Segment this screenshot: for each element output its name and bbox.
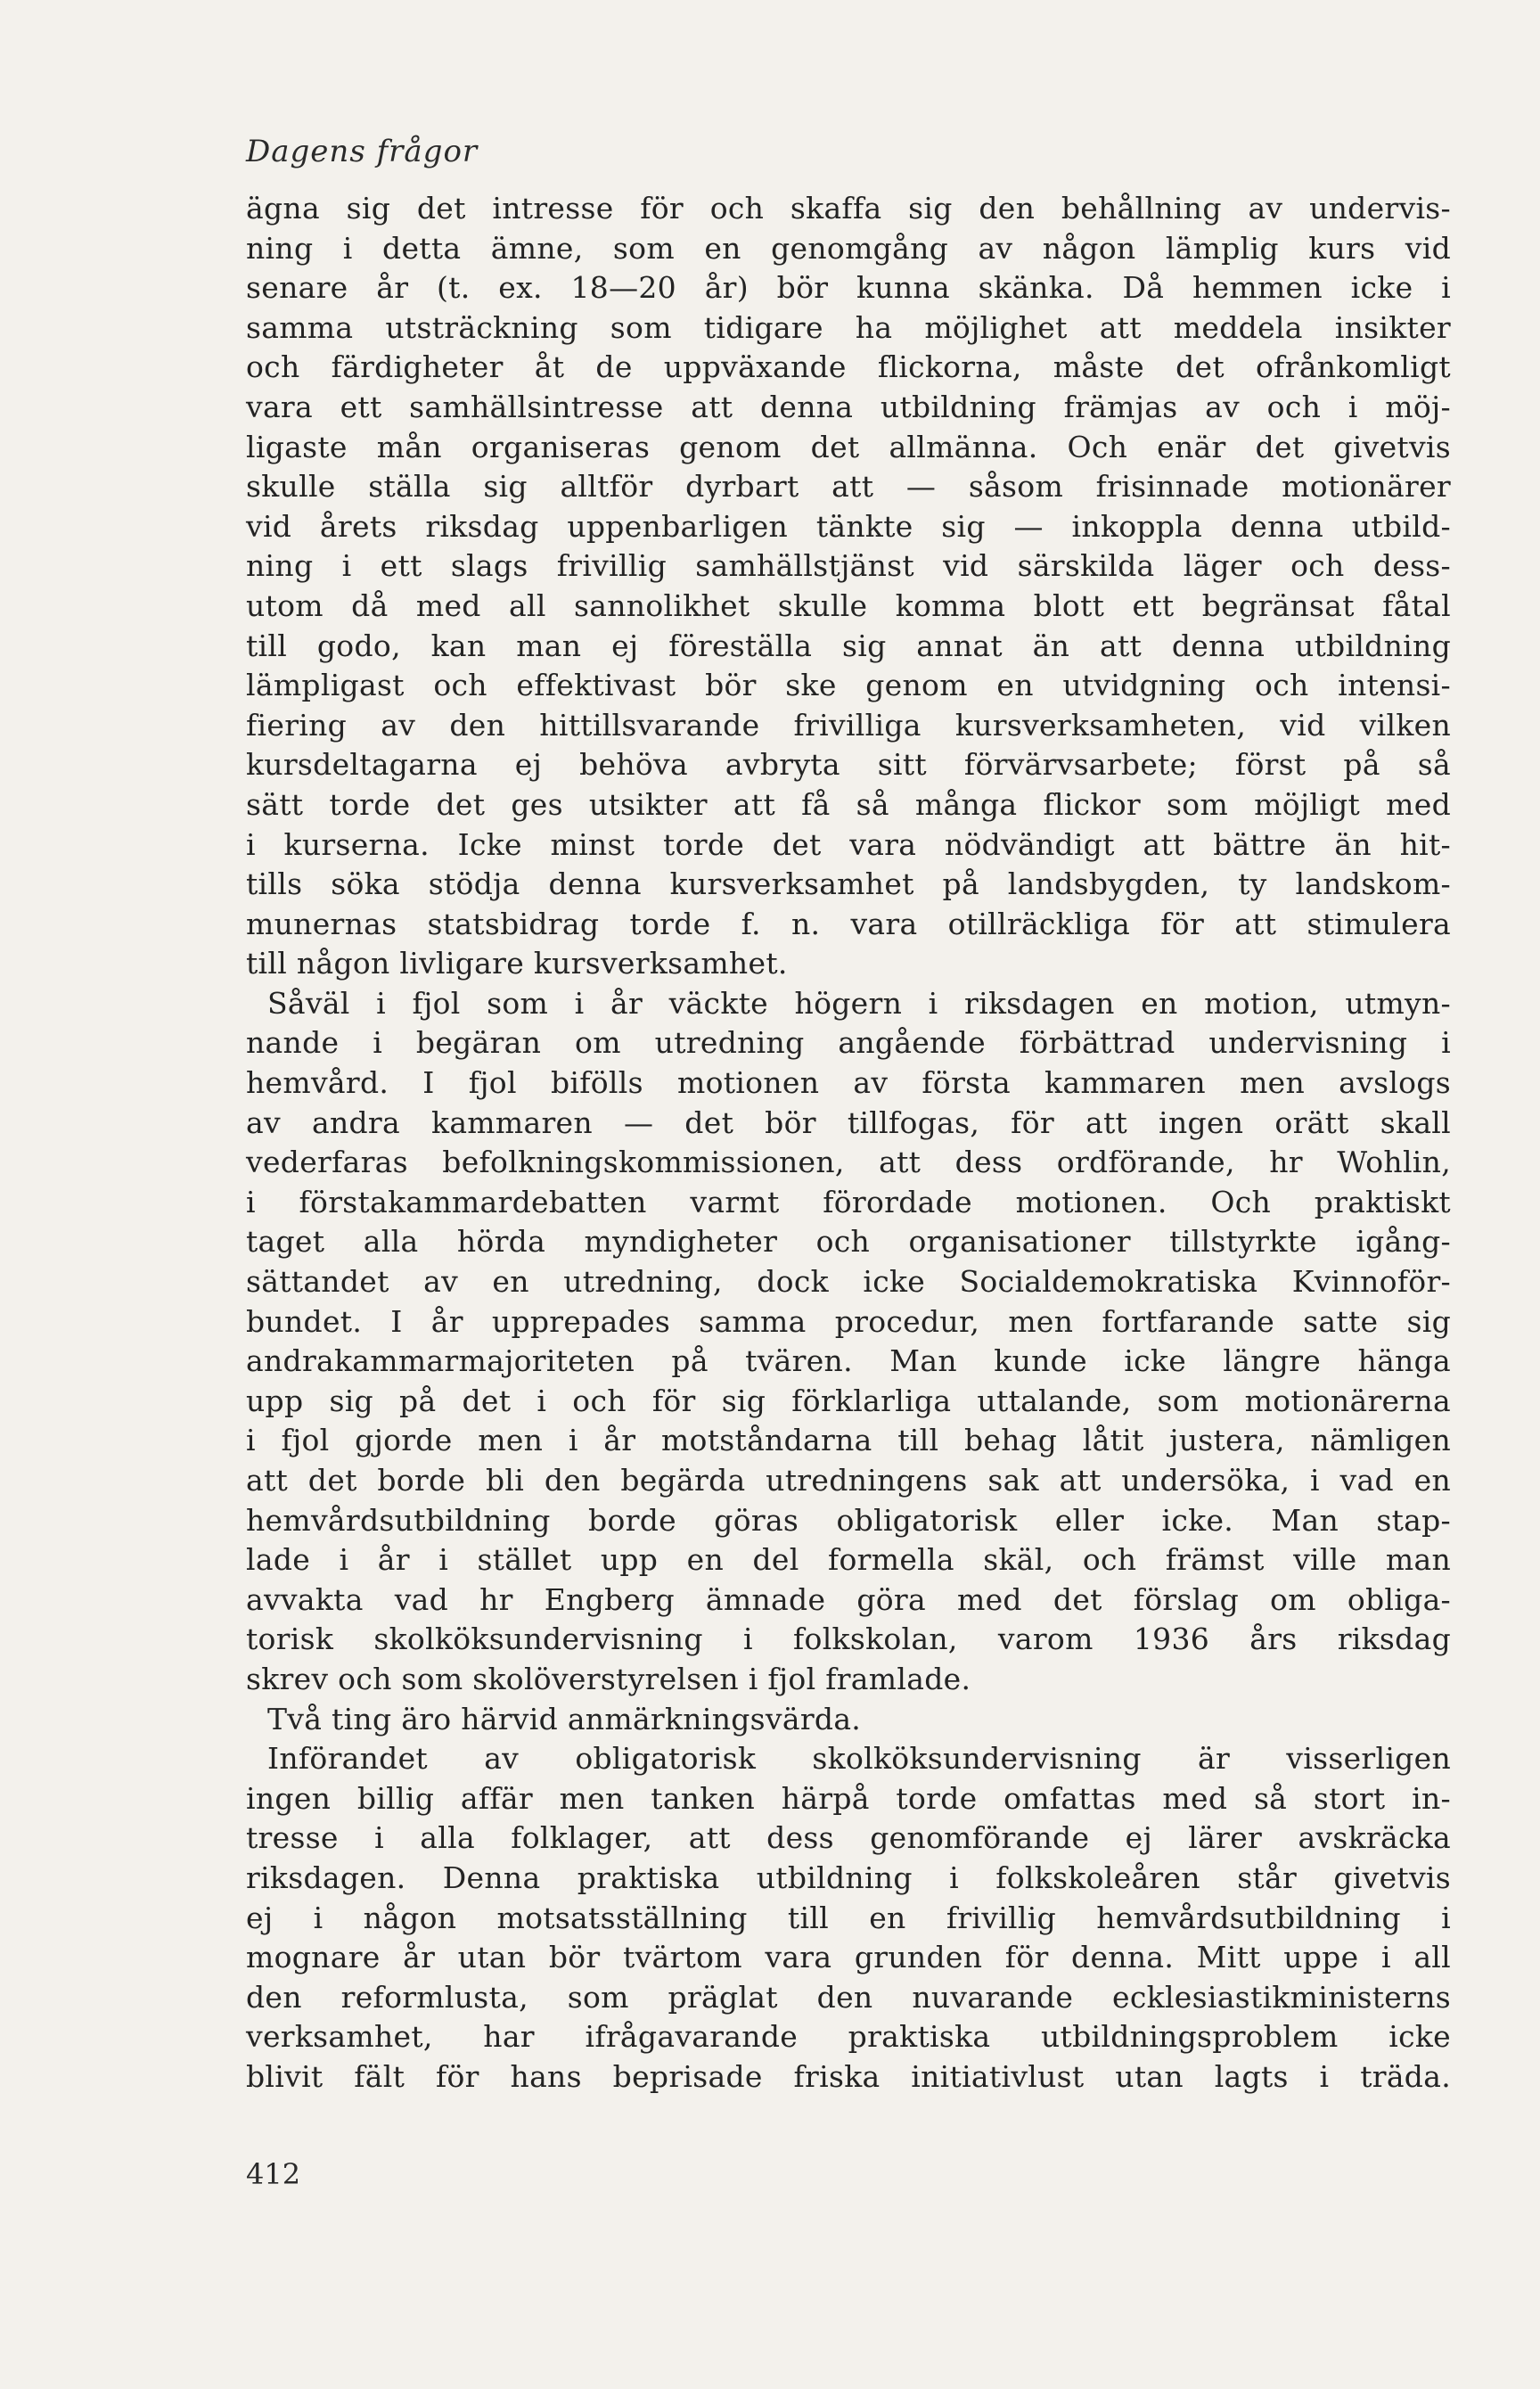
paragraph-4 <box>246 1739 1451 2097</box>
text-line: ägna sig det intresse för och skaffa sig den behållning av undervis- <box>246 191 1451 226</box>
text-line: lade i år i stället upp en del formella skäl, och främst ville man <box>246 1542 1451 1578</box>
text-line: fiering av den hittillsvarande frivilliga kursverksamheten, vid vilken <box>246 707 1451 743</box>
article-body <box>246 189 1451 2098</box>
paragraph-2 <box>246 984 1451 1700</box>
text-line: av andra kammaren — det bör tillfogas, för att ingen orätt skall <box>246 1104 1451 1140</box>
text-line: ligaste mån organiseras genom det allmänna. Och enär det givetvis <box>246 429 1451 464</box>
text-line: nande i begäran om utredning angående förbättrad undervisning i <box>246 1025 1451 1061</box>
paragraph-1 <box>246 189 1451 984</box>
text-line: och färdigheter åt de uppväxande flickorna, måste det ofrånkomligt <box>246 349 1451 385</box>
text-line: bundet. I år upprepades samma procedur, men fortfarande satte sig <box>246 1303 1451 1339</box>
text-line: kursdeltagarna ej behöva avbryta sitt förvärvsarbete; först på så <box>246 747 1451 783</box>
text-line: till godo, kan man ej föreställa sig annat än att denna utbildning <box>246 628 1451 663</box>
text-line: riksdagen. Denna praktiska utbildning i folkskoleåren står givetvis <box>246 1859 1451 1895</box>
text-line: i kurserna. Icke minst torde det vara nödvändigt att bättre än hit- <box>246 826 1451 862</box>
text-line: Införandet av obligatorisk skolköksundervisning är visserligen <box>267 1741 1451 1777</box>
text-line: lämpligast och effektivast bör ske genom en utvidgning och intensi- <box>246 668 1451 703</box>
text-line: upp sig på det i och för sig förklarliga uttalande, som motionärerna <box>246 1383 1451 1418</box>
text-line: tills söka stödja denna kursverksamhet på landsbygden, ty landskom- <box>246 866 1451 902</box>
text-line: utom då med all sannolikhet skulle komma blott ett begränsat fåtal <box>246 587 1451 623</box>
text-line: hemvård. I fjol bifölls motionen av första kammaren men avslogs <box>246 1065 1451 1101</box>
text-line: sättandet av en utredning, dock icke Socialdemokratiska Kvinnoför- <box>246 1264 1451 1300</box>
text-line: att det borde bli den begärda utredningens sak att undersöka, i vad en <box>246 1463 1451 1498</box>
text-line: ingen billig affär men tanken härpå torde omfattas med så stort in- <box>246 1780 1451 1816</box>
text-line: munernas statsbidrag torde f. n. vara otillräckliga för att stimulera <box>246 906 1451 941</box>
text-line: verksamhet, har ifrågavarande praktiska utbildningsproblem icke <box>246 2019 1451 2055</box>
text-line: sätt torde det ges utsikter att få så många flickor som möjligt med <box>246 786 1451 822</box>
text-line: avvakta vad hr Engberg ämnade göra med det förslag om obliga- <box>246 1581 1451 1617</box>
text-line: ning i ett slags frivillig samhällstjänst vid särskilda läger och dess- <box>246 548 1451 584</box>
text-line: Två ting äro härvid anmärkningsvärda. <box>267 1701 862 1736</box>
paragraph-3 <box>246 1700 1451 1740</box>
page-number: 412 <box>246 2157 301 2191</box>
text-line: blivit fält för hans beprisade friska initiativlust utan lagts i träda. <box>246 2058 1451 2094</box>
text-line: vara ett samhällsintresse att denna utbildning främjas av och i möj- <box>246 389 1451 424</box>
text-line: vid årets riksdag uppenbarligen tänkte sig — inkoppla denna utbild- <box>246 508 1451 544</box>
text-line: i förstakammardebatten varmt förordade motionen. Och praktiskt <box>246 1184 1451 1219</box>
text-line: till någon livligare kursverksamhet. <box>246 946 788 981</box>
text-line: andrakammarmajoriteten på tvären. Man kunde icke längre hänga <box>246 1343 1451 1379</box>
text-line: taget alla hörda myndigheter och organisationer tillstyrkte igång- <box>246 1224 1451 1260</box>
text-line: vederfaras befolkningskommissionen, att dess ordförande, hr Wohlin, <box>246 1145 1451 1180</box>
text-line: torisk skolköksundervisning i folkskolan, varom 1936 års riksdag <box>246 1621 1451 1657</box>
text-line: tresse i alla folklager, att dess genomförande ej lärer avskräcka <box>246 1820 1451 1856</box>
text-line: ej i någon motsatsställning till en frivillig hemvårdsutbildning i <box>246 1900 1451 1935</box>
text-line: samma utsträckning som tidigare ha möjlighet att meddela insikter <box>246 309 1451 345</box>
text-line: skrev och som skolöverstyrelsen i fjol framlade. <box>246 1661 971 1696</box>
text-line: skulle ställa sig alltför dyrbart att — såsom frisinnade motionärer <box>246 469 1451 505</box>
text-line: Såväl i fjol som i år väckte högern i riksdagen en motion, utmyn- <box>267 985 1451 1021</box>
text-line: ning i detta ämne, som en genomgång av någon lämplig kurs vid <box>246 230 1451 266</box>
text-line: senare år (t. ex. 18—20 år) bör kunna skänka. Då hemmen icke i <box>246 270 1451 306</box>
text-line: mognare år utan bör tvärtom vara grunden för denna. Mitt uppe i all <box>246 1940 1451 1975</box>
text-line: den reformlusta, som präglat den nuvarande ecklesiastikministerns <box>246 1979 1451 2015</box>
text-line: hemvårdsutbildning borde göras obligatorisk eller icke. Man stap- <box>246 1502 1451 1538</box>
running-header: Dagens frågor <box>246 134 479 169</box>
text-line: i fjol gjorde men i år motståndarna till behag låtit justera, nämligen <box>246 1423 1451 1458</box>
